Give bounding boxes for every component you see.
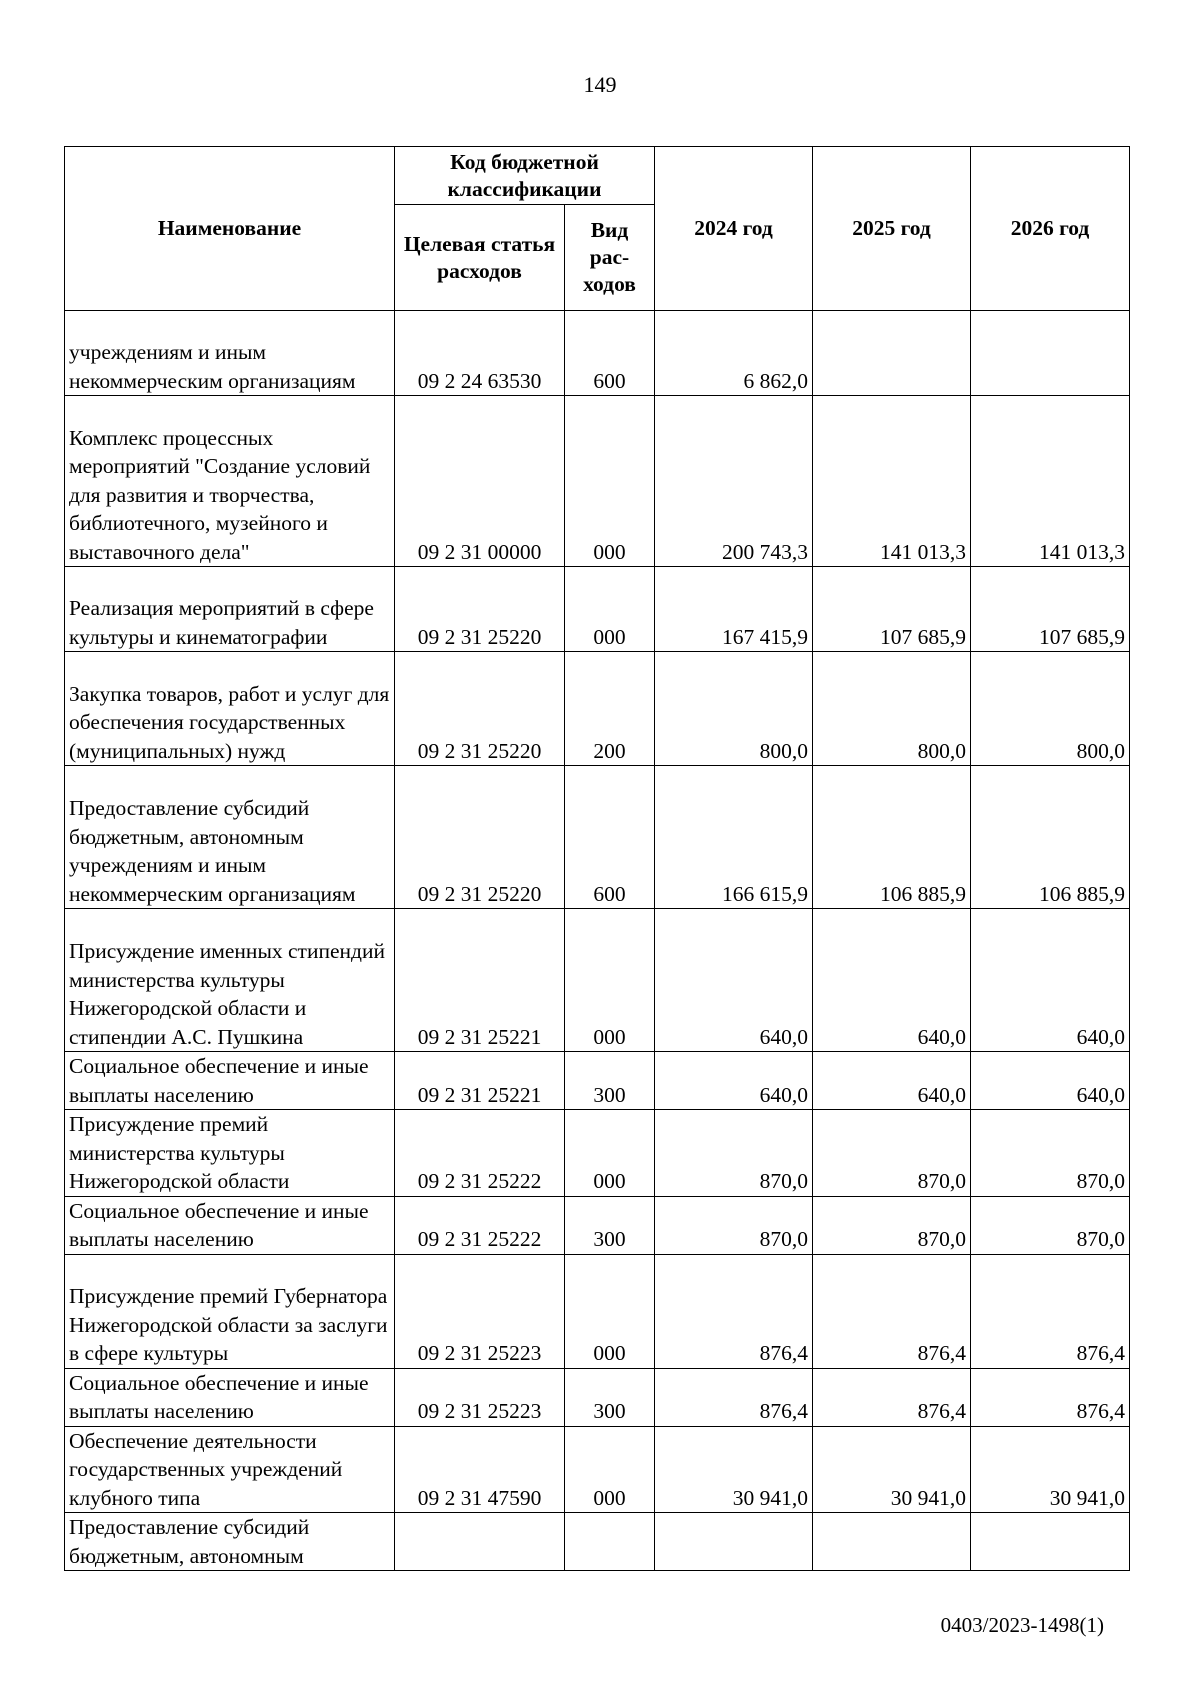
cell-2025: 106 885,9: [813, 766, 971, 909]
cell-2024: 876,4: [655, 1368, 813, 1426]
document-id: 0403/2023-1498(1): [940, 1613, 1104, 1637]
cell-2025: 640,0: [813, 909, 971, 1052]
cell-target-article: 09 2 31 25221: [395, 909, 565, 1052]
cell-2026: 876,4: [971, 1254, 1130, 1368]
cell-name: Социальное обеспечение и иные выплаты населению: [65, 1196, 395, 1254]
table-row: [65, 1368, 1130, 1426]
cell-2024: 30 941,0: [655, 1426, 813, 1513]
cell-name: Предоставление субсидий бюджетным, автономным учреждениям и иным некоммерческим организациям: [65, 766, 395, 909]
table-row: [65, 311, 1130, 396]
cell-target-article: [395, 1513, 565, 1571]
cell-name: учреждениям и иным некоммерческим организациям: [65, 311, 395, 396]
header-code-group: Код бюджетной классификации: [395, 147, 655, 205]
cell-2025: 876,4: [813, 1368, 971, 1426]
cell-target-article: 09 2 24 63530: [395, 311, 565, 396]
cell-target-article: 09 2 31 25221: [395, 1052, 565, 1110]
cell-expense-type: 300: [565, 1052, 655, 1110]
cell-2026: 640,0: [971, 909, 1130, 1052]
table-row: [65, 1110, 1130, 1197]
cell-target-article: 09 2 31 25222: [395, 1110, 565, 1197]
cell-2025: 141 013,3: [813, 396, 971, 567]
cell-2024: 876,4: [655, 1254, 813, 1368]
cell-2025: [813, 311, 971, 396]
header-year-2025: 2025 год: [813, 147, 971, 311]
table-row: [65, 766, 1130, 909]
cell-target-article: 09 2 31 25223: [395, 1254, 565, 1368]
cell-expense-type: 200: [565, 652, 655, 766]
table-row: [65, 1052, 1130, 1110]
cell-target-article: 09 2 31 25220: [395, 652, 565, 766]
cell-2026: 106 885,9: [971, 766, 1130, 909]
header-target-article: Целевая статья расходов: [395, 205, 565, 311]
table-row: [65, 1254, 1130, 1368]
cell-name: Реализация мероприятий в сфере культуры и кинематографии: [65, 567, 395, 652]
cell-2026: 640,0: [971, 1052, 1130, 1110]
cell-2024: 640,0: [655, 1052, 813, 1110]
page-number: 149: [583, 72, 617, 97]
cell-expense-type: 000: [565, 909, 655, 1052]
header-year-2024: 2024 год: [655, 147, 813, 311]
cell-2024: 870,0: [655, 1196, 813, 1254]
header-expense-type: Вид рас-ходов: [565, 205, 655, 311]
cell-name: Присуждение именных стипендий министерства культуры Нижегородской области и стипендии А.С. Пушкина: [65, 909, 395, 1052]
cell-2025: 800,0: [813, 652, 971, 766]
table-row: [65, 1196, 1130, 1254]
cell-2026: 800,0: [971, 652, 1130, 766]
header-name: Наименование: [65, 147, 395, 311]
table-row: [65, 1426, 1130, 1513]
cell-2025: 30 941,0: [813, 1426, 971, 1513]
cell-name: Комплекс процессных мероприятий "Создание условий для развития и творчества, библиотечного, музейного и выставочного дела": [65, 396, 395, 567]
cell-2026: 141 013,3: [971, 396, 1130, 567]
table-row: [65, 567, 1130, 652]
cell-name: Закупка товаров, работ и услуг для обеспечения государственных (муниципальных) нужд: [65, 652, 395, 766]
table-row: [65, 652, 1130, 766]
table-row: [65, 396, 1130, 567]
table-header: [65, 147, 1130, 311]
cell-2025: 640,0: [813, 1052, 971, 1110]
cell-2024: 200 743,3: [655, 396, 813, 567]
cell-2024: 640,0: [655, 909, 813, 1052]
cell-expense-type: 600: [565, 766, 655, 909]
cell-target-article: 09 2 31 25220: [395, 766, 565, 909]
cell-2025: 876,4: [813, 1254, 971, 1368]
cell-2026: 30 941,0: [971, 1426, 1130, 1513]
cell-2024: 6 862,0: [655, 311, 813, 396]
cell-name: Социальное обеспечение и иные выплаты населению: [65, 1368, 395, 1426]
budget-table: [64, 146, 1130, 1571]
cell-expense-type: 000: [565, 396, 655, 567]
cell-expense-type: 600: [565, 311, 655, 396]
table-row: [65, 1513, 1130, 1571]
cell-target-article: 09 2 31 47590: [395, 1426, 565, 1513]
cell-2025: 107 685,9: [813, 567, 971, 652]
cell-2026: 107 685,9: [971, 567, 1130, 652]
cell-2026: 876,4: [971, 1368, 1130, 1426]
cell-target-article: 09 2 31 25222: [395, 1196, 565, 1254]
cell-name: Присуждение премий министерства культуры Нижегородской области: [65, 1110, 395, 1197]
table-row: [65, 909, 1130, 1052]
cell-2026: 870,0: [971, 1196, 1130, 1254]
cell-name: Присуждение премий Губернатора Нижегородской области за заслуги в сфере культуры: [65, 1254, 395, 1368]
cell-2026: [971, 1513, 1130, 1571]
cell-2024: 167 415,9: [655, 567, 813, 652]
cell-expense-type: 000: [565, 1254, 655, 1368]
cell-target-article: 09 2 31 25223: [395, 1368, 565, 1426]
cell-target-article: 09 2 31 00000: [395, 396, 565, 567]
cell-2025: 870,0: [813, 1110, 971, 1197]
cell-expense-type: 300: [565, 1368, 655, 1426]
cell-2025: [813, 1513, 971, 1571]
cell-2026: 870,0: [971, 1110, 1130, 1197]
cell-2024: 166 615,9: [655, 766, 813, 909]
cell-2024: 800,0: [655, 652, 813, 766]
cell-expense-type: [565, 1513, 655, 1571]
table-body: [65, 311, 1130, 1571]
cell-expense-type: 300: [565, 1196, 655, 1254]
cell-2024: 870,0: [655, 1110, 813, 1197]
cell-name: Социальное обеспечение и иные выплаты населению: [65, 1052, 395, 1110]
cell-expense-type: 000: [565, 1110, 655, 1197]
cell-name: Предоставление субсидий бюджетным, автономным: [65, 1513, 395, 1571]
cell-expense-type: 000: [565, 1426, 655, 1513]
cell-target-article: 09 2 31 25220: [395, 567, 565, 652]
cell-2025: 870,0: [813, 1196, 971, 1254]
cell-2026: [971, 311, 1130, 396]
cell-name: Обеспечение деятельности государственных учреждений клубного типа: [65, 1426, 395, 1513]
header-year-2026: 2026 год: [971, 147, 1130, 311]
cell-2024: [655, 1513, 813, 1571]
cell-expense-type: 000: [565, 567, 655, 652]
